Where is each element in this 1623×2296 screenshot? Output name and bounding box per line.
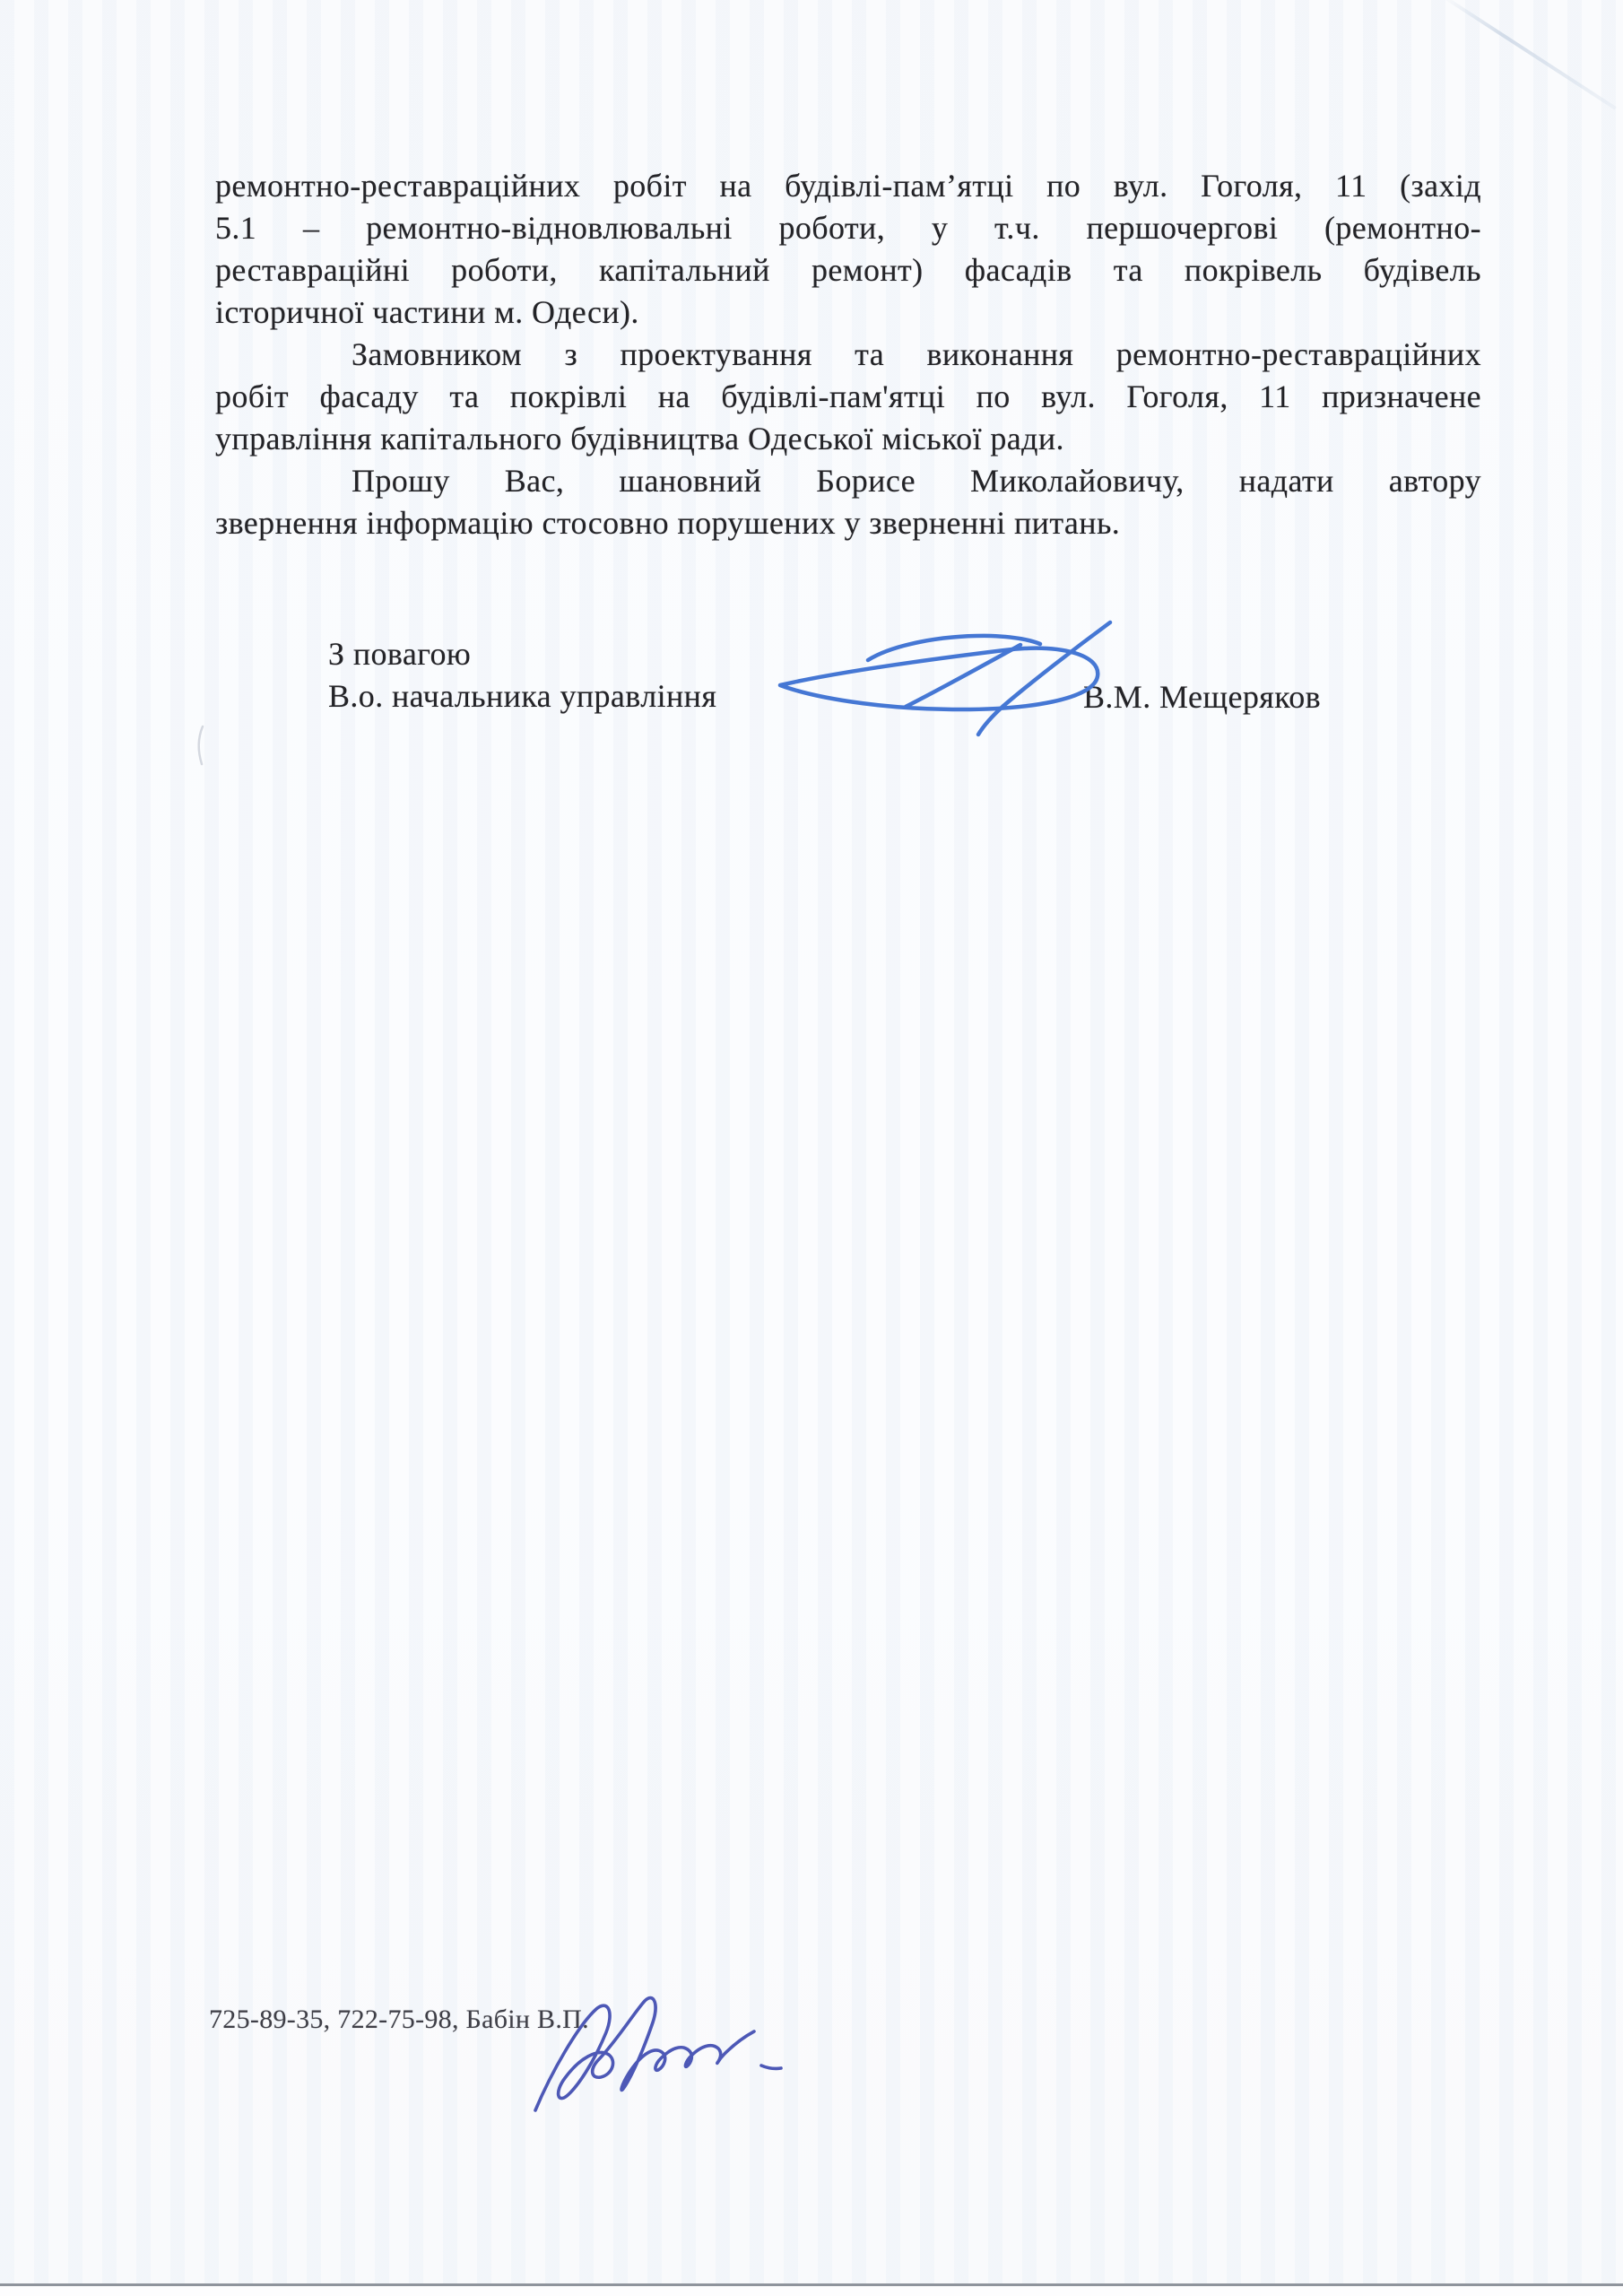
body-text-line: реставраційні роботи, капітальний ремонт) фасадів та покрівель будівель — [215, 252, 1481, 288]
signature-meshcheryakov — [762, 608, 1130, 752]
body-text-line: ремонтно-реставраційних робіт на будівлі-пам’ятці по вул. Гоголя, 11 (захід — [215, 168, 1481, 204]
letter-body — [215, 165, 1481, 544]
body-text-line: управління капітального будівництва Одеської міської ради. — [215, 421, 1064, 457]
paragraph-2 — [215, 334, 1481, 460]
footer-contacts: 725-89-35, 722-75-98, Бабін В.П. — [209, 2005, 589, 2034]
scan-below-edge-area — [0, 2286, 1623, 2296]
paragraph-3 — [215, 460, 1481, 544]
body-text-line: Прошу Вас, шановний Борисе Миколайовичу, надати автору — [352, 463, 1481, 499]
body-text-line: Замовником з проектування та виконання ремонтно-реставраційних — [352, 336, 1481, 372]
closing-salutation: З повагою — [328, 636, 472, 672]
signer-name: В.М. Мещеряков — [1083, 679, 1322, 715]
body-text-line: 5.1 – ремонтно-відновлювальні роботи, у т.ч. першочергові (ремонтно- — [215, 210, 1481, 246]
body-text-line: робіт фасаду та покрівлі на будівлі-пам'ятці по вул. Гоголя, 11 призначене — [215, 378, 1481, 414]
body-text-line: історичної частини м. Одеси). — [215, 294, 639, 330]
closing-block — [328, 633, 716, 718]
body-text-line: звернення інформацію стосовно порушених у зверненні питань. — [215, 505, 1121, 541]
paragraph-1 — [215, 165, 1481, 334]
scan-corner-crease — [1442, 0, 1617, 110]
closing-position: В.о. начальника управління — [328, 678, 717, 714]
scan-artifact-mark — [192, 723, 213, 768]
